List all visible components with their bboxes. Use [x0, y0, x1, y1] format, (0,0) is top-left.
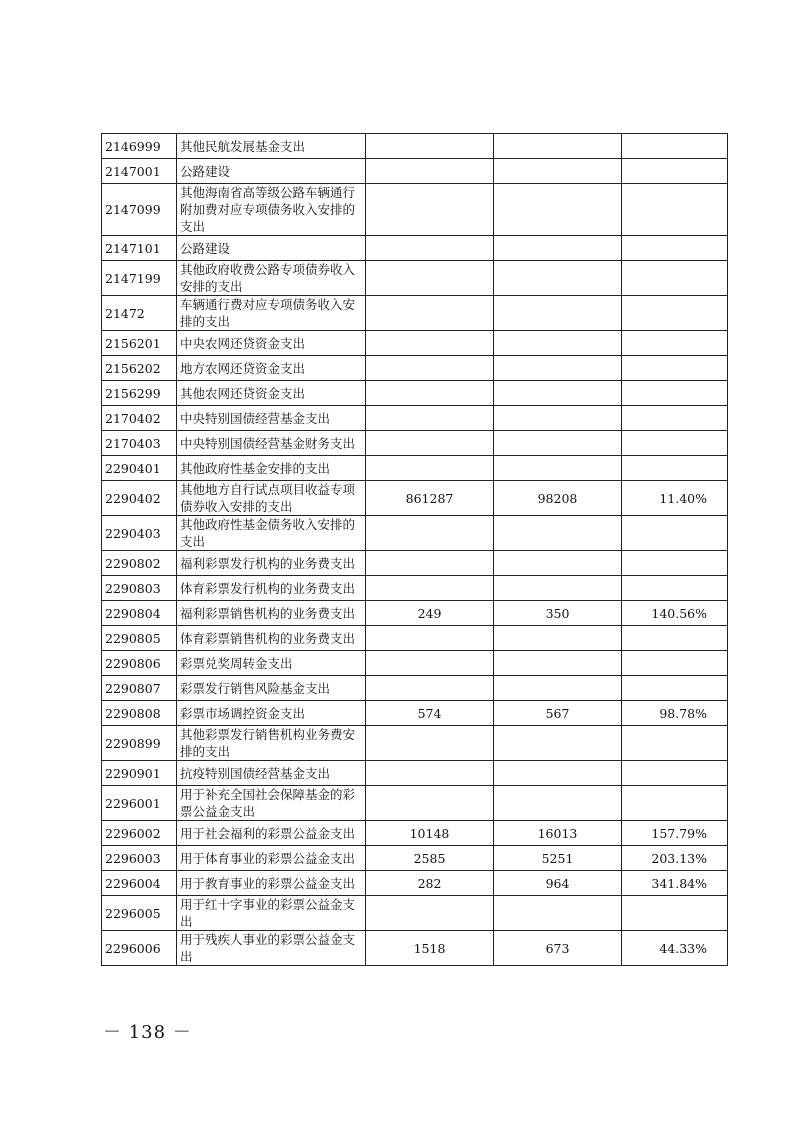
percent-cell — [622, 726, 728, 761]
table-row — [102, 821, 728, 846]
value2-cell — [494, 651, 622, 676]
code-cell: 2147001 — [102, 159, 177, 184]
percent-cell — [622, 236, 728, 261]
value2-cell — [494, 676, 622, 701]
percent-cell — [622, 134, 728, 159]
code-cell: 2290901 — [102, 761, 177, 786]
table-row — [102, 381, 728, 406]
value1-cell — [366, 576, 494, 601]
percent-cell — [622, 261, 728, 296]
percent-cell: 203.13% — [622, 846, 728, 871]
table-row — [102, 871, 728, 896]
value2-cell — [494, 786, 622, 821]
table-row — [102, 601, 728, 626]
code-cell: 2296001 — [102, 786, 177, 821]
table-row — [102, 456, 728, 481]
table-row — [102, 626, 728, 651]
table-row — [102, 576, 728, 601]
percent-cell — [622, 516, 728, 551]
name-cell: 车辆通行费对应专项债务收入安排的支出 — [177, 296, 366, 331]
value1-cell — [366, 626, 494, 651]
code-cell: 2156299 — [102, 381, 177, 406]
percent-cell — [622, 296, 728, 331]
table-row — [102, 726, 728, 761]
table-row — [102, 406, 728, 431]
percent-cell — [622, 456, 728, 481]
code-cell: 2290803 — [102, 576, 177, 601]
value1-cell — [366, 134, 494, 159]
code-cell: 2290806 — [102, 651, 177, 676]
value2-cell — [494, 431, 622, 456]
name-cell: 用于补充全国社会保障基金的彩票公益金支出 — [177, 786, 366, 821]
name-cell: 其他政府收费公路专项债券收入安排的支出 — [177, 261, 366, 296]
code-cell: 2296002 — [102, 821, 177, 846]
value2-cell: 567 — [494, 701, 622, 726]
value2-cell: 98208 — [494, 481, 622, 516]
code-cell: 2296003 — [102, 846, 177, 871]
value2-cell — [494, 261, 622, 296]
percent-cell — [622, 331, 728, 356]
name-cell: 地方农网还贷资金支出 — [177, 356, 366, 381]
value2-cell — [494, 551, 622, 576]
value2-cell — [494, 516, 622, 551]
name-cell: 公路建设 — [177, 159, 366, 184]
value1-cell — [366, 331, 494, 356]
value2-cell — [494, 406, 622, 431]
percent-cell — [622, 786, 728, 821]
value1-cell — [366, 431, 494, 456]
value1-cell — [366, 261, 494, 296]
percent-cell — [622, 576, 728, 601]
value1-cell: 2585 — [366, 846, 494, 871]
percent-cell: 157.79% — [622, 821, 728, 846]
value2-cell — [494, 576, 622, 601]
table-row — [102, 551, 728, 576]
name-cell: 用于红十字事业的彩票公益金支出 — [177, 896, 366, 931]
name-cell: 彩票市场调控资金支出 — [177, 701, 366, 726]
name-cell: 福利彩票发行机构的业务费支出 — [177, 551, 366, 576]
percent-cell — [622, 761, 728, 786]
value1-cell: 574 — [366, 701, 494, 726]
code-cell: 2290805 — [102, 626, 177, 651]
value1-cell — [366, 551, 494, 576]
value2-cell — [494, 159, 622, 184]
code-cell: 2156202 — [102, 356, 177, 381]
code-cell: 2290804 — [102, 601, 177, 626]
value2-cell: 673 — [494, 931, 622, 966]
percent-cell — [622, 356, 728, 381]
value2-cell: 16013 — [494, 821, 622, 846]
code-cell: 2296006 — [102, 931, 177, 966]
table-row — [102, 331, 728, 356]
name-cell: 彩票发行销售风险基金支出 — [177, 676, 366, 701]
percent-cell: 140.56% — [622, 601, 728, 626]
code-cell: 2290807 — [102, 676, 177, 701]
code-cell: 2290802 — [102, 551, 177, 576]
percent-cell: 44.33% — [622, 931, 728, 966]
percent-cell: 11.40% — [622, 481, 728, 516]
table-row — [102, 786, 728, 821]
name-cell: 其他政府性基金债务收入安排的支出 — [177, 516, 366, 551]
value1-cell: 861287 — [366, 481, 494, 516]
code-cell: 2296005 — [102, 896, 177, 931]
budget-table — [101, 133, 728, 966]
value1-cell — [366, 406, 494, 431]
value2-cell: 5251 — [494, 846, 622, 871]
table-row — [102, 931, 728, 966]
percent-cell — [622, 381, 728, 406]
percent-cell — [622, 676, 728, 701]
name-cell: 抗疫特别国债经营基金支出 — [177, 761, 366, 786]
value1-cell: 1518 — [366, 931, 494, 966]
value1-cell — [366, 676, 494, 701]
value1-cell — [366, 184, 494, 236]
table-row — [102, 651, 728, 676]
name-cell: 用于残疾人事业的彩票公益金支出 — [177, 931, 366, 966]
table-row — [102, 896, 728, 931]
value2-cell — [494, 761, 622, 786]
name-cell: 用于教育事业的彩票公益金支出 — [177, 871, 366, 896]
table-row — [102, 431, 728, 456]
table-row — [102, 481, 728, 516]
value2-cell: 350 — [494, 601, 622, 626]
value1-cell — [366, 456, 494, 481]
percent-cell — [622, 651, 728, 676]
value1-cell — [366, 159, 494, 184]
value1-cell — [366, 356, 494, 381]
table-row — [102, 134, 728, 159]
name-cell: 其他地方自行试点项目收益专项债券收入安排的支出 — [177, 481, 366, 516]
name-cell: 其他彩票发行销售机构业务费安排的支出 — [177, 726, 366, 761]
code-cell: 2147099 — [102, 184, 177, 236]
table-row — [102, 184, 728, 236]
value1-cell — [366, 296, 494, 331]
value2-cell — [494, 726, 622, 761]
code-cell: 2290403 — [102, 516, 177, 551]
name-cell: 其他农网还贷资金支出 — [177, 381, 366, 406]
value2-cell — [494, 184, 622, 236]
name-cell: 体育彩票销售机构的业务费支出 — [177, 626, 366, 651]
code-cell: 2290401 — [102, 456, 177, 481]
value2-cell — [494, 456, 622, 481]
table-row — [102, 846, 728, 871]
value1-cell — [366, 236, 494, 261]
name-cell: 中央农网还贷资金支出 — [177, 331, 366, 356]
name-cell: 用于社会福利的彩票公益金支出 — [177, 821, 366, 846]
name-cell: 福利彩票销售机构的业务费支出 — [177, 601, 366, 626]
value2-cell: 964 — [494, 871, 622, 896]
value1-cell: 10148 — [366, 821, 494, 846]
value2-cell — [494, 236, 622, 261]
percent-cell — [622, 406, 728, 431]
table-row — [102, 516, 728, 551]
value2-cell — [494, 626, 622, 651]
code-cell: 2290402 — [102, 481, 177, 516]
name-cell: 其他海南省高等级公路车辆通行附加费对应专项债务收入安排的支出 — [177, 184, 366, 236]
percent-cell — [622, 896, 728, 931]
percent-cell — [622, 551, 728, 576]
value1-cell: 282 — [366, 871, 494, 896]
code-cell: 2170403 — [102, 431, 177, 456]
table-body — [102, 134, 728, 966]
value1-cell — [366, 516, 494, 551]
value1-cell — [366, 381, 494, 406]
name-cell: 公路建设 — [177, 236, 366, 261]
value2-cell — [494, 896, 622, 931]
table-row — [102, 261, 728, 296]
code-cell: 2170402 — [102, 406, 177, 431]
value2-cell — [494, 356, 622, 381]
percent-cell: 341.84% — [622, 871, 728, 896]
code-cell: 2147199 — [102, 261, 177, 296]
code-cell: 2296004 — [102, 871, 177, 896]
value1-cell — [366, 896, 494, 931]
table-row — [102, 676, 728, 701]
table-row — [102, 356, 728, 381]
value2-cell — [494, 331, 622, 356]
value1-cell — [366, 726, 494, 761]
table-row — [102, 296, 728, 331]
value1-cell — [366, 761, 494, 786]
name-cell: 中央特别国债经营基金支出 — [177, 406, 366, 431]
name-cell: 体育彩票发行机构的业务费支出 — [177, 576, 366, 601]
percent-cell — [622, 159, 728, 184]
value1-cell — [366, 786, 494, 821]
percent-cell — [622, 626, 728, 651]
table-row — [102, 159, 728, 184]
value2-cell — [494, 381, 622, 406]
name-cell: 其他政府性基金安排的支出 — [177, 456, 366, 481]
code-cell: 2156201 — [102, 331, 177, 356]
percent-cell — [622, 184, 728, 236]
percent-cell: 98.78% — [622, 701, 728, 726]
table-row — [102, 236, 728, 261]
code-cell: 21472 — [102, 296, 177, 331]
name-cell: 彩票兑奖周转金支出 — [177, 651, 366, 676]
name-cell: 用于体育事业的彩票公益金支出 — [177, 846, 366, 871]
table-row — [102, 761, 728, 786]
code-cell: 2146999 — [102, 134, 177, 159]
value2-cell — [494, 134, 622, 159]
value2-cell — [494, 296, 622, 331]
value1-cell: 249 — [366, 601, 494, 626]
code-cell: 2290808 — [102, 701, 177, 726]
code-cell: 2290899 — [102, 726, 177, 761]
table-row — [102, 701, 728, 726]
code-cell: 2147101 — [102, 236, 177, 261]
name-cell: 中央特别国债经营基金财务支出 — [177, 431, 366, 456]
name-cell: 其他民航发展基金支出 — [177, 134, 366, 159]
percent-cell — [622, 431, 728, 456]
value1-cell — [366, 651, 494, 676]
page-number: － 138 － — [103, 1022, 192, 1043]
